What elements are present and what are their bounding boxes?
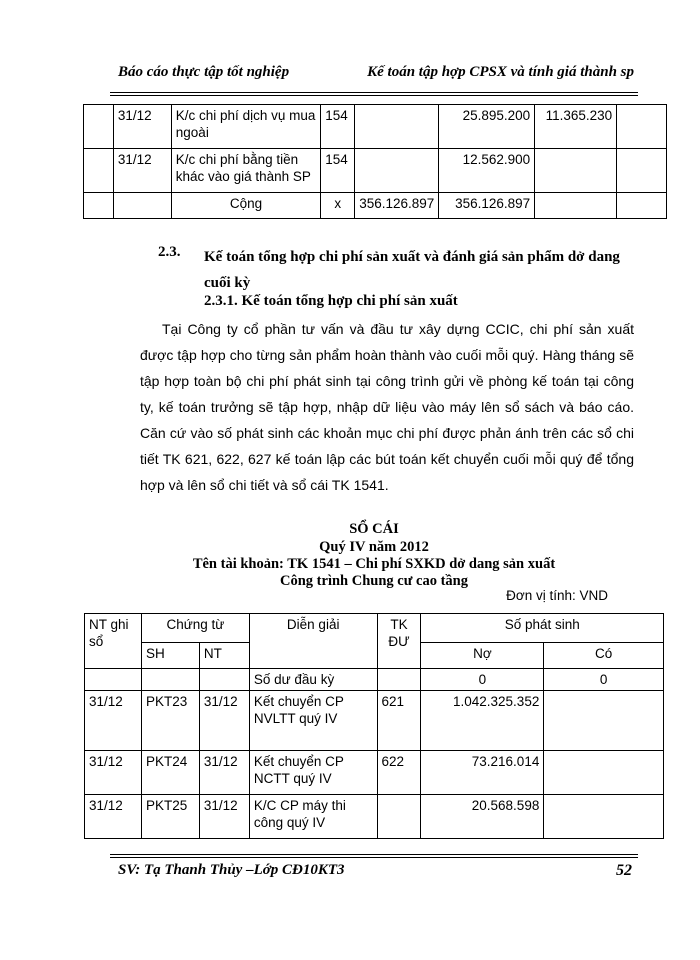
col-header-credit: Có [544,643,664,669]
row-account: 622 [377,751,421,795]
opening-row [85,669,664,691]
row-c5: 12.562.900 [439,149,535,193]
row-desc: Kết chuyển CP NCTT quý IV [249,751,377,795]
row-date: 31/12 [85,751,142,795]
row-debit: 73.216.014 [421,751,544,795]
row-debit: 20.568.598 [421,795,544,839]
col-header-desc: Diễn giải [249,614,377,669]
col-header-account: TK ĐƯ [377,614,421,669]
col-header-voucher: Chứng từ [141,614,249,643]
row-acct: 154 [321,149,355,193]
body-paragraph [140,316,634,498]
header-right: Kế toán tập hợp CPSX và tính giá thành sp [367,64,634,80]
section-title: Kế toán tổng hợp chi phí sản xuất và đánh giá sản phẩm dở dang cuối kỳ [204,249,620,291]
table-row [84,105,667,149]
row-account: 621 [377,691,421,751]
ledger-project: Công trình Chung cư cao tầng [280,573,468,589]
ledger-account: Tên tài khoản: TK 1541 – Chi phí SXKD dở dang sản xuất [192,556,556,572]
row-c4 [355,149,439,193]
row-desc: K/c chi phí dịch vụ mua ngoài [171,105,320,149]
total-label: Cộng [171,193,320,219]
table-row [85,751,664,795]
footer-student: SV: Tạ Thanh Thủy –Lớp CĐ10KT3 [118,862,345,878]
row-c6 [535,149,617,193]
col-header-date: NT ghi sổ [85,614,142,669]
row-date: 31/12 [85,691,142,751]
row-date: 31/12 [85,795,142,839]
total-row [84,193,667,219]
row-credit [544,751,664,795]
row-acct: x [321,193,355,219]
row-date: 31/12 [113,105,171,149]
paragraph-text: Tại Công ty cổ phần tư vấn và đầu tư xây dựng CCIC, chi phí sản xuất được tập hợp cho từng sản phẩm hoàn thành vào cuối mỗi quý. Hàng tháng sẽ tập hợp toàn bộ chi phí phát sinh tại công trình gửi về phòng kế toán tại công ty, kế toán trưởng sẽ tập hợp, nhập dữ liệu vào máy lên sổ sách và báo cáo. Căn cứ vào số phát sinh các khoản mục chi phí được phản ánh trên các sổ chi tiết TK 621, 622, 627 kế toán lập các bút toán kết chuyển cuối mỗi quý để tổng hợp và lên sổ chi tiết và sổ cái TK 1541. [140,321,634,493]
row-acct: 154 [321,105,355,149]
continued-table [83,104,667,219]
row-c5: 25.895.200 [439,105,535,149]
ledger-title: SỔ CÁI [349,521,399,537]
ledger-table [84,613,664,839]
subsection-title: 2.3.1. Kế toán tổng hợp chi phí sản xuất [204,293,458,309]
section-number: 2.3. [158,244,181,260]
row-c6 [535,193,617,219]
col-header-sh: SH [141,643,199,669]
footer-divider [110,854,638,858]
row-sh: PKT23 [141,691,199,751]
col-header-amount: Số phát sinh [421,614,664,643]
row-nt: 31/12 [199,691,249,751]
row-sh: PKT24 [141,751,199,795]
row-nt: 31/12 [199,751,249,795]
row-desc: K/c chi phí bằng tiền khác vào giá thành SP [171,149,320,193]
table-row [85,795,664,839]
table-row [85,691,664,751]
row-credit [544,795,664,839]
row-nt: 31/12 [199,795,249,839]
row-date: 31/12 [113,149,171,193]
row-account [377,795,421,839]
total-debit: 356.126.897 [355,193,439,219]
table-row [84,149,667,193]
total-credit: 356.126.897 [439,193,535,219]
row-c4 [355,105,439,149]
opening-credit: 0 [544,669,664,691]
row-desc: K/C CP máy thi công quý IV [249,795,377,839]
opening-label: Số dư đầu kỳ [249,669,377,691]
row-credit [544,691,664,751]
row-debit: 1.042.325.352 [421,691,544,751]
col-header-nt: NT [199,643,249,669]
header-left: Báo cáo thực tập tốt nghiệp [118,64,290,80]
row-date [113,193,171,219]
row-c6: 11.365.230 [535,105,617,149]
row-sh: PKT25 [141,795,199,839]
ledger-period: Quý IV năm 2012 [319,539,429,555]
col-header-debit: Nợ [421,643,544,669]
page-number: 52 [616,862,632,879]
header-divider [110,92,638,96]
header-row [85,614,664,643]
ledger-unit: Đơn vị tính: VND [506,588,608,603]
opening-debit: 0 [421,669,544,691]
row-desc: Kết chuyển CP NVLTT quý IV [249,691,377,751]
